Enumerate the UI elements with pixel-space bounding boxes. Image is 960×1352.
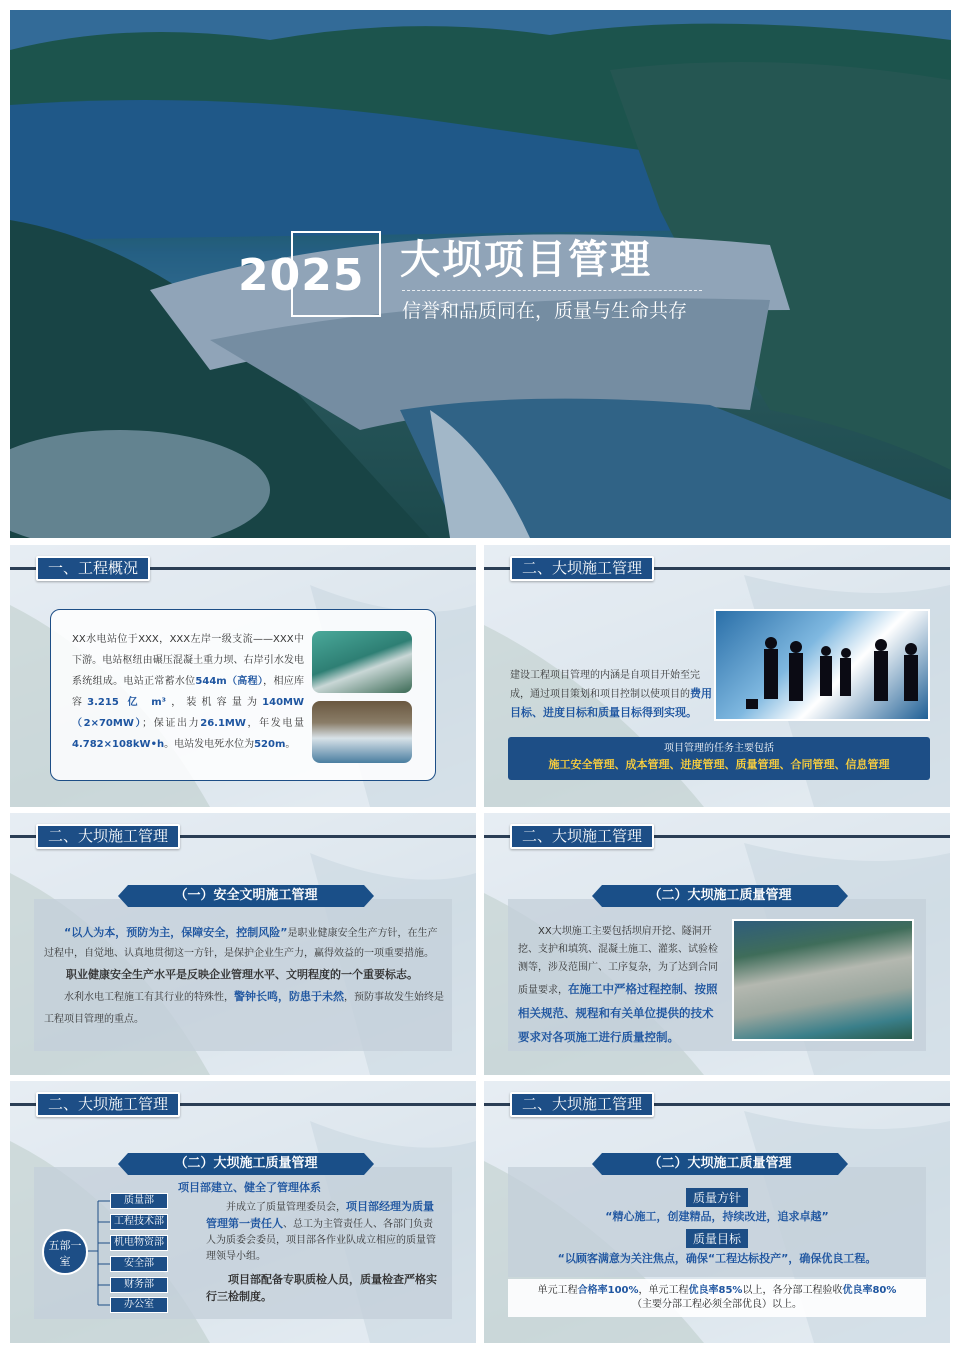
org-dept-safety: 安全部 (110, 1256, 168, 1272)
policy-text: “精心施工，创建精品，持续改进，追求卓越” (605, 1210, 829, 1223)
business-people-image (714, 609, 930, 721)
subsection-ribbon: （二）大坝施工质量管理 (602, 885, 838, 907)
org-dept-finance: 财务部 (110, 1277, 168, 1293)
slide-quality-goals (484, 1081, 950, 1343)
org-dept-office: 办公室 (110, 1297, 168, 1313)
tasks-box-title: 项目管理的任务主要包括 (664, 743, 774, 754)
slide-management-system (10, 1081, 476, 1343)
title-divider (402, 290, 702, 291)
section-tag: 二、大坝施工管理 (510, 556, 654, 581)
subsection-ribbon: （二）大坝施工质量管理 (128, 1153, 364, 1175)
quality-policy-block (508, 1187, 926, 1270)
dam-spillway-photo (312, 701, 412, 763)
tasks-list: 施工安全管理、成本管理、进度管理、质量管理、合同管理、信息管理 (548, 758, 890, 771)
slide-safety-management (10, 813, 476, 1075)
section-tag: 二、大坝施工管理 (510, 824, 654, 849)
silhouettes-icon (716, 611, 930, 721)
safety-text: “以人为本，预防为主，保障安全，控制风险”是职业健康安全生产方针，在生产过程中，自觉地、认真地贯彻这一方针，是保护企业生产力，赢得效益的一项重要措施。 职业健康安全生产水平是反映企业管理水平、文明程度的一个重要标志。 水利水电工程施工有其行业的特殊性，警钟长鸣，防患于未然，预防事故发生始终是工程项目管理的重点。 (44, 926, 444, 1025)
management-intro-text: 建设工程项目管理的内涵是自项目开始至完成，通过项目策划和项目控制以使项目的费用目标、进度目标和质量目标得到实现。 (510, 670, 712, 719)
section-tag: 二、大坝施工管理 (36, 824, 180, 849)
org-dept-engineering: 工程技术部 (110, 1214, 168, 1230)
slide-construction-management (484, 545, 950, 807)
org-dept-quality: 质量部 (110, 1193, 168, 1209)
subsection-ribbon: （一）安全文明施工管理 (128, 885, 364, 907)
slide-quality-management (484, 813, 950, 1075)
tasks-box (508, 737, 930, 780)
system-heading: 项目部建立、健全了管理体系 (178, 1181, 321, 1194)
org-center-node: 五部一室 (42, 1229, 88, 1275)
goal-label: 质量目标 (686, 1229, 748, 1248)
overview-text: XX水电站位于XXX，XXX左岸一级支流——XXX中下游。电站枢纽由碾压混凝土重力坝、右岸引水发电系统组成。电站正常蓄水位544m（高程），相应库容3.215 亿 m³，装机容量为140MW（2×70MW）；保证出力26.1MW，年发电量4.782×108kW•h。电站发电死水位为520m。 (72, 634, 305, 750)
subsection-ribbon: （二）大坝施工质量管理 (602, 1153, 838, 1175)
section-tag: 一、工程概况 (36, 556, 150, 581)
section-tag: 二、大坝施工管理 (36, 1092, 180, 1117)
section-tag: 二、大坝施工管理 (510, 1092, 654, 1117)
policy-label: 质量方针 (686, 1188, 748, 1207)
quality-metrics: 单元工程合格率100%，单元工程优良率85%以上，各分部工程验收优良率80% （主要分部工程必须全部优良）以上。 (508, 1279, 926, 1317)
hero-subtitle: 信誉和品质同在，质量与生命共存 (402, 300, 688, 322)
dam-aerial-photo (312, 631, 412, 693)
goal-text: “以顾客满意为关注焦点，确保“工程达标投产”，确保优良工程。 (557, 1252, 877, 1265)
hero-year: 2025 (238, 250, 365, 301)
org-dept-materials: 机电物资部 (110, 1235, 168, 1251)
slide-project-overview (10, 545, 476, 807)
dam-construction-photo (732, 919, 914, 1041)
hero-title: 大坝项目管理 (400, 237, 652, 283)
quality-text: XX大坝施工主要包括坝肩开挖、隧洞开挖、支护和填筑、混凝土施工、灌浆、试验检测等，涉及范围广、工序复杂，为了达到合同质量要求，在施工中严格过程控制、按照相关规范、规程和有关单位提供的技术要求对各项施工进行质量控制。 (518, 926, 718, 1044)
system-text: 并成立了质量管理委员会，项目部经理为质量管理第一责任人、总工为主管责任人、各部门负责人为质委会委员，项目部各作业队成立相应的质量管理领导小组。 项目部配备专职质检人员，质量检查严格实行三检制度。 (206, 1200, 437, 1303)
hero-cover (10, 10, 951, 538)
